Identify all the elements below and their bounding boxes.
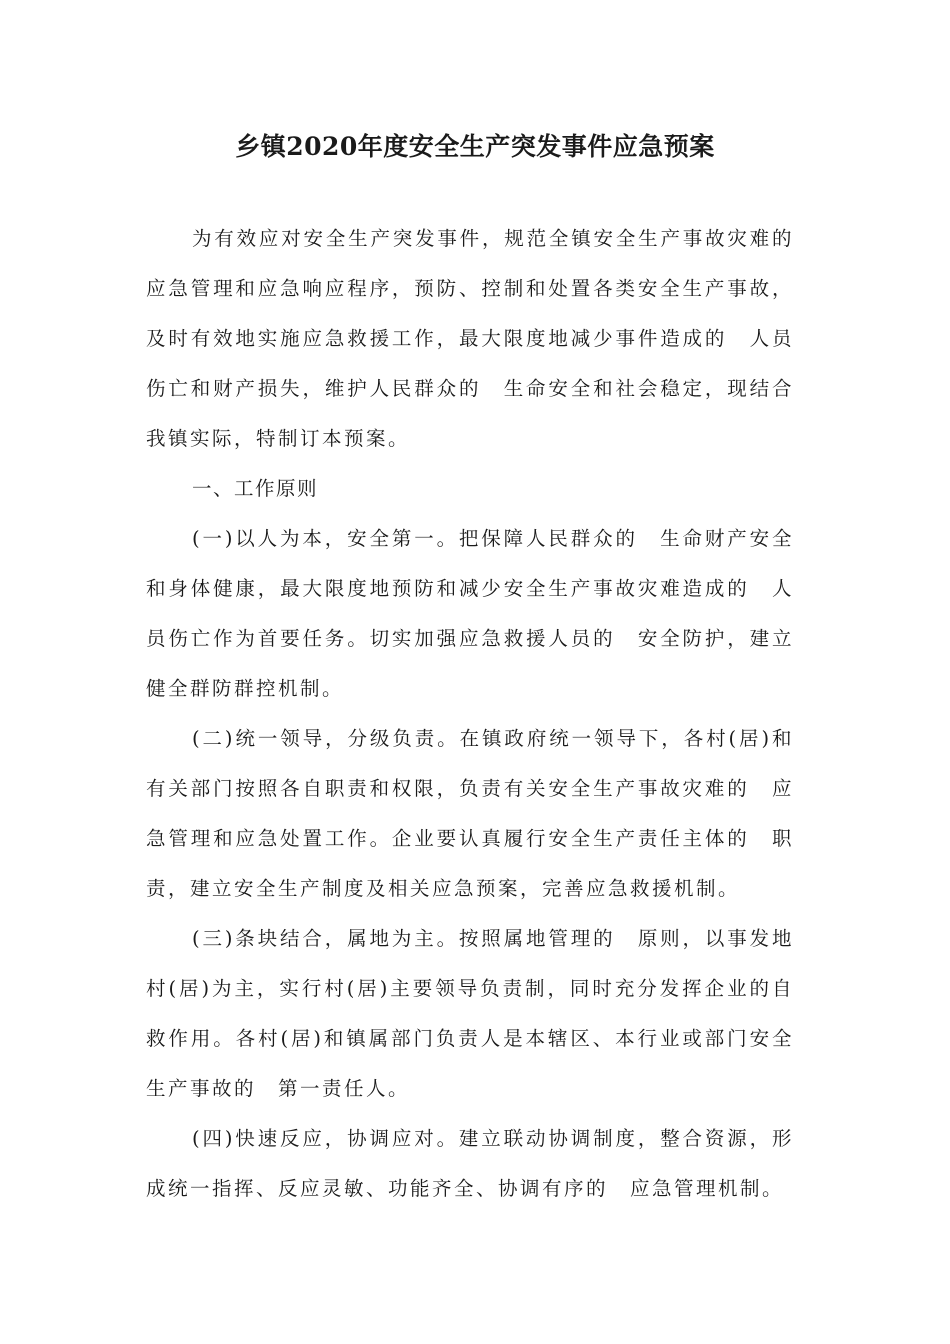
principle-paragraph-1: (一)以人为本，安全第一。把保障人民群众的 生命财产安全和身体健康，最大限度地预防和减少安全生产事故灾难造成的 人员伤亡作为首要任务。切实加强应急救援人员的 安全防护，建立健全群防群控机制。 (146, 527, 794, 700)
document-title: 乡镇2020年度安全生产突发事件应急预案 (235, 132, 715, 161)
document-body (146, 214, 794, 1214)
principle-paragraph-3: (三)条块结合，属地为主。按照属地管理的 原则，以事发地村(居)为主，实行村(居)主要领导负责制，同时充分发挥企业的自救作用。各村(居)和镇属部门负责人是本辖区、本行业或部门安全生产事故的 第一责任人。 (146, 927, 794, 1100)
principle-paragraph-2: (二)统一领导，分级负责。在镇政府统一领导下，各村(居)和有关部门按照各自职责和权限，负责有关安全生产事故灾难的 应急管理和应急处置工作。企业要认真履行安全生产责任主体的 职责，建立安全生产制度及相关应急预案，完善应急救援机制。 (146, 727, 794, 900)
intro-paragraph: 为有效应对安全生产突发事件，规范全镇安全生产事故灾难的应急管理和应急响应程序，预防、控制和处置各类安全生产事故，及时有效地实施应急救援工作，最大限度地减少事件造成的 人员伤亡和财产损失，维护人民群众的 生命安全和社会稳定，现结合我镇实际，特制订本预案。 (146, 227, 794, 450)
section-heading: 一、工作原则 (192, 477, 319, 500)
principle-paragraph-4: (四)快速反应，协调应对。建立联动协调制度，整合资源，形成统一指挥、反应灵敏、功能齐全、协调有序的 应急管理机制。 (146, 1127, 794, 1200)
